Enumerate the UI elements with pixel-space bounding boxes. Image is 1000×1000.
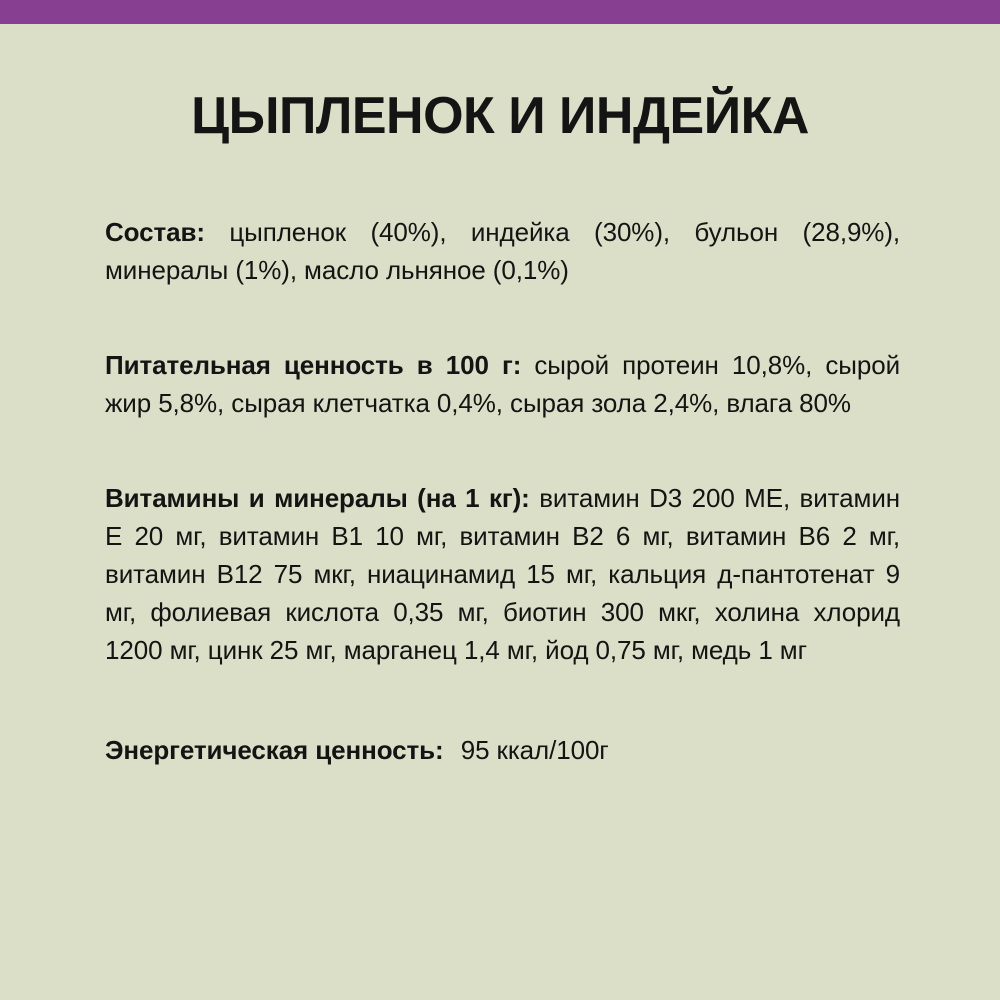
section-nutritional-value [105,346,900,422]
vitamins-minerals-label: Витамины и минералы (на 1 кг): [105,483,530,513]
top-accent-bar [0,0,1000,24]
section-energy-value [105,731,900,769]
section-vitamins-minerals [105,479,900,669]
nutritional-value-label: Питательная ценность в 100 г: [105,350,522,380]
energy-value-label: Энергетическая ценность: [105,735,444,765]
vitamins-minerals-text: витамин D3 200 МЕ, витамин Е 20 мг, витамин В1 10 мг, витамин В2 6 мг, витамин В6 2 мг, витамин В12 75 мкг, ниацинамид 15 мг, кальция д-пантотенат 9 мг, фолиевая кислота 0,35 мг, биотин 300 мкг, холина хлорид 1200 мг, цинк 25 мг, марганец 1,4 мг, йод 0,75 мг, медь 1 мг [105,483,901,665]
energy-value-text: 95 ккал/100г [460,735,609,765]
composition-text: цыпленок (40%), индейка (30%), бульон (28,9%), минералы (1%), масло льняное (0,1%) [105,217,901,285]
nutritional-value-text: сырой протеин 10,8%, сырой жир 5,8%, сырая клетчатка 0,4%, сырая зола 2,4%, влага 80% [105,350,901,418]
product-title: ЦЫПЛЕНОК И ИНДЕЙКА [191,87,809,145]
label-content [0,213,1000,769]
section-composition [105,213,900,289]
composition-label: Состав: [105,217,205,247]
